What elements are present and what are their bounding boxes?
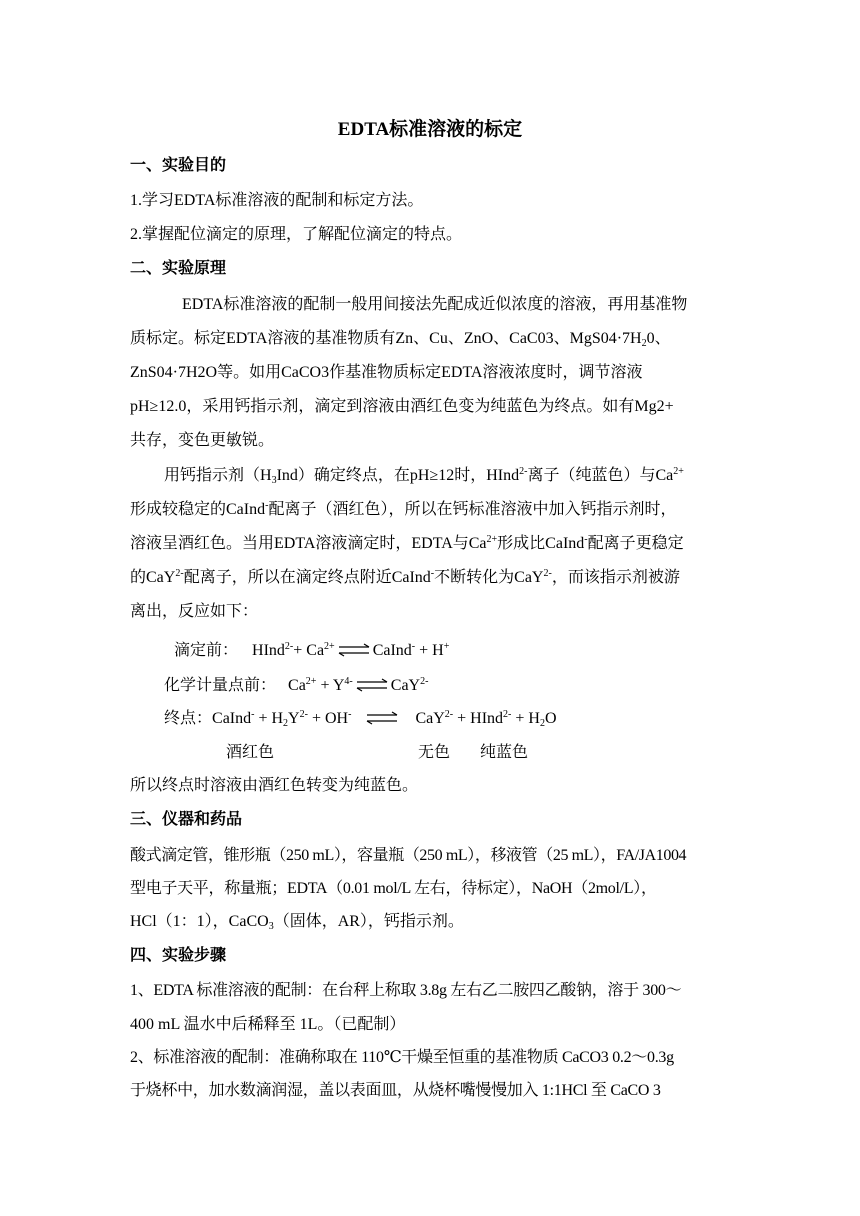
purpose-item: 2.掌握配位滴定的原理，了解配位滴定的特点。: [130, 226, 463, 243]
principle-line: 溶液呈酒红色。当用EDTA溶液滴定时，EDTA与$Ca^{2+}$形成比CaInd-配离子更稳定: [130, 534, 684, 552]
step-line: 400 mL 温水中后稀释至 1L。（已配制）: [130, 1016, 406, 1033]
section-heading-steps: 四、实验步骤: [130, 947, 227, 964]
principle-line: 的CaY$^{2-}$配离子，所以在滴定终点附近CaInd-不断转化为CaY$^{2-}$，而该指示剂被游: [130, 568, 680, 586]
materials-line: 型电子天平，称量瓶；EDTA（0.01 mol/L 左右，待标定），NaOH（2mol/L），: [130, 880, 657, 897]
reaction-endpoint: 终点：CaInd- + $H_2Y^{2-} + OH^-$ CaY$^{2-}$ + HInd$^{2-}$ + $H_2O$: [164, 709, 557, 729]
color-label-pure-blue: 纯蓝色: [480, 744, 529, 761]
equilibrium-arrow-icon: [355, 678, 389, 692]
step-line: 2、标准溶液的配制：准确称取在 110℃干燥至恒重的基准物质 CaCO3 0.2～0.3g: [130, 1049, 674, 1066]
color-label-wine-red: 酒红色: [226, 744, 275, 761]
page-title: EDTA标准溶液的标定: [337, 119, 523, 140]
principle-line: 质标定。标定EDTA溶液的基准物质有Zn、Cu、ZnO、CaC03、$MgS04\cdot 7H_20$、: [130, 330, 671, 349]
materials-line: HCl（1：1），CaCO$_3$（固体，AR），钙指示剂。: [130, 913, 464, 932]
principle-line: 共存，变色更敏锐。: [130, 432, 275, 449]
reaction-before-titration: 滴定前： HInd$^{2-}$+ $Ca^{2+}$ CaInd- + H+: [174, 641, 450, 659]
section-heading-purpose: 一、实验目的: [130, 157, 227, 174]
equilibrium-arrow-icon: [337, 643, 371, 657]
section-heading-principle: 二、实验原理: [130, 260, 227, 277]
reaction-stoichiometric-point: 化学计量点前： $Ca^{2+} + Y^{4-}$ CaY$^{2-}$: [164, 676, 429, 694]
principle-line: 离出，反应如下：: [130, 603, 259, 620]
principle-line: EDTA标准溶液的配制一般用间接法先配成近似浓度的溶液，再用基准物: [182, 296, 688, 313]
principle-line: pH≥12.0，采用钙指示剂，滴定到溶液由酒红色变为纯蓝色为终点。如有Mg2+: [130, 398, 674, 415]
equilibrium-arrow-icon: [365, 711, 399, 725]
principle-line: 形成较稳定的CaInd-配离子（酒红色），所以在钙标准溶液中加入钙指示剂时，: [130, 500, 677, 518]
principle-line: 用钙指示剂$(H_3Ind)$确定终点，在pH≥12时，HInd$^{2-}$离子（纯蓝色）与$Ca^{2+}$: [164, 466, 684, 486]
color-label-colorless: 无色: [418, 744, 451, 761]
materials-line: 酸式滴定管，锥形瓶（250 mL），容量瓶（250 mL），移液管（25 mL），FA/JA1004: [130, 847, 687, 864]
section-heading-materials: 三、仪器和药品: [130, 811, 243, 828]
step-line: 于烧杯中，加水数滴润湿，盖以表面皿，从烧杯嘴慢慢加入 1:1HCl 至 CaCO 3: [130, 1082, 661, 1099]
reaction-conclusion: 所以终点时溶液由酒红色转变为纯蓝色。: [130, 777, 419, 794]
principle-line: ZnS04·7H2O等。如用CaCO3作基准物质标定EDTA溶液浓度时，调节溶液: [130, 364, 643, 381]
step-line: 1、EDTA 标准溶液的配制：在台秤上称取 3.8g 左右乙二胺四乙酸钠，溶于 300～: [130, 982, 682, 999]
purpose-item: 1.学习EDTA标准溶液的配制和标定方法。: [130, 192, 424, 209]
